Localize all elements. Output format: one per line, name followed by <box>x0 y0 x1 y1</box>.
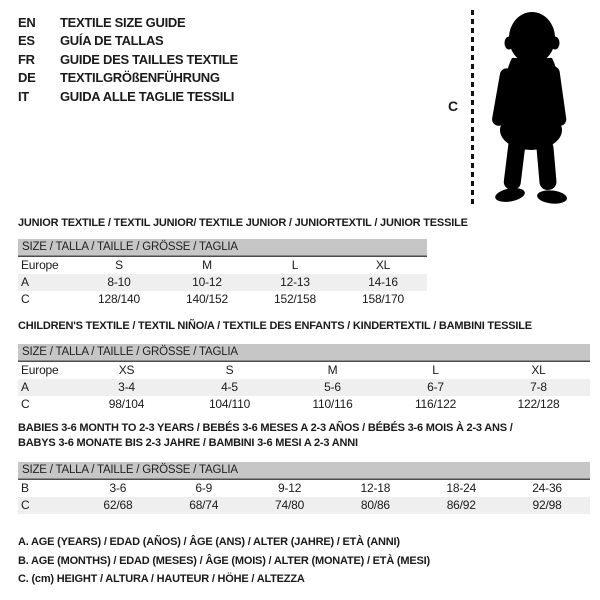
size-cell: 12-13 <box>280 275 310 289</box>
size-cell: M <box>202 258 212 272</box>
table-row <box>18 396 590 413</box>
childrens-section-title: CHILDREN'S TEXTILE / TEXTIL NIÑO/A / TEXTILE DES ENFANTS / KINDERTEXTIL / BAMBINI TESSILE <box>18 320 532 332</box>
babies-section-title <box>18 421 590 451</box>
table-row <box>18 362 590 379</box>
childrens-size-table <box>18 361 590 413</box>
size-cell: 10-12 <box>192 275 222 289</box>
size-cell: 158/170 <box>362 292 404 306</box>
size-cell: 128/140 <box>98 292 140 306</box>
table-row <box>18 274 427 291</box>
size-cell: 14-16 <box>368 275 398 289</box>
size-cell: 18-24 <box>446 481 477 495</box>
lang-row-it <box>18 87 238 106</box>
size-cell: 98/104 <box>108 397 145 411</box>
row-label: Europe <box>21 258 59 272</box>
size-cell: XS <box>118 363 135 377</box>
size-cell: 9-12 <box>277 481 302 495</box>
footnote-c: C. (cm) HEIGHT / ALTURA / HAUTEUR / HÖHE / ALTEZZA <box>18 573 305 585</box>
size-cell: 140/152 <box>186 292 228 306</box>
size-cell: 116/122 <box>414 397 457 411</box>
lang-title: TEXTILE SIZE GUIDE <box>60 14 186 30</box>
size-cell: 12-18 <box>360 481 391 495</box>
lang-title: TEXTILGRÖßENFÜHRUNG <box>60 70 220 86</box>
size-cell: 6-7 <box>427 380 444 394</box>
lang-title: GUIDA ALLE TAGLIE TESSILI <box>60 88 235 104</box>
lang-title: GUIDE DES TAILLES TEXTILE <box>60 51 238 67</box>
footnote-a: A. AGE (YEARS) / EDAD (AÑOS) / ÂGE (ANS) / ALTER (JAHRE) / ETÀ (ANNI) <box>18 536 400 548</box>
size-cell: 8-10 <box>107 275 131 289</box>
lang-code: FR <box>18 51 35 67</box>
babies-title-line1: BABIES 3-6 MONTH TO 2-3 YEARS / BEBÉS 3-6 MESES A 2-3 AÑOS / BÉBÉS 3-6 MOIS À 2-3 ANS / <box>18 422 513 434</box>
row-label: B <box>21 481 29 495</box>
childrens-textile-section <box>18 319 590 413</box>
babies-size-table <box>18 479 590 514</box>
junior-section-title: JUNIOR TEXTILE / TEXTIL JUNIOR/ TEXTILE JUNIOR / JUNIORTEXTIL / JUNIOR TESSILE <box>18 217 468 229</box>
size-cell: XL <box>375 258 391 272</box>
size-cell: 80/86 <box>360 498 390 512</box>
lang-title: GUÍA DE TALLAS <box>60 33 164 49</box>
measure-c-label: C <box>448 98 459 114</box>
lang-code: IT <box>18 88 29 104</box>
size-cell: 122/128 <box>517 397 560 411</box>
size-cell: 86/92 <box>446 498 476 512</box>
size-cell: 110/116 <box>312 397 353 411</box>
babies-title-line2: BABYS 3-6 MONATE BIS 2-3 JAHRE / BAMBINI 3-6 MESI A 2-3 ANNI <box>18 437 358 449</box>
row-label: C <box>21 292 30 306</box>
table-row <box>18 291 427 308</box>
language-title-block <box>18 13 238 106</box>
table-row <box>18 480 590 497</box>
size-cell: L <box>291 258 299 272</box>
size-cell: 152/158 <box>274 292 316 306</box>
lang-code: DE <box>18 70 36 86</box>
row-label: A <box>21 275 29 289</box>
babies-textile-section <box>18 421 590 514</box>
lang-code: EN <box>18 14 36 30</box>
size-cell: 62/68 <box>103 498 133 512</box>
toddler-silhouette <box>484 8 576 208</box>
table-row <box>18 257 427 274</box>
lang-row-de <box>18 69 238 88</box>
size-cell: 3-6 <box>109 481 127 495</box>
size-cell: 5-6 <box>324 380 341 394</box>
row-label: Europe <box>21 363 59 377</box>
size-cell: 7-8 <box>530 380 547 394</box>
size-cell: 68/74 <box>189 498 219 512</box>
lang-row-en <box>18 13 238 32</box>
footnote-b: B. AGE (MONTHS) / EDAD (MESES) / ÂGE (MOIS) / ALTER (MONATE) / ETÀ (MESI) <box>18 554 430 567</box>
size-cell: M <box>327 363 338 377</box>
row-label: A <box>21 380 29 394</box>
size-cell: 74/80 <box>275 498 305 512</box>
size-cell: 6-9 <box>195 481 213 495</box>
lang-row-es <box>18 32 238 51</box>
row-label: C <box>21 397 30 411</box>
lang-code: ES <box>18 33 35 49</box>
size-cell: 104/110 <box>208 397 251 411</box>
lang-row-fr <box>18 50 238 69</box>
junior-textile-section <box>18 216 468 308</box>
junior-size-table <box>18 256 427 308</box>
size-header-bar: SIZE / TALLA / TAILLE / GRÖSSE / TAGLIA <box>18 344 590 361</box>
size-cell: S <box>115 258 123 272</box>
size-cell: L <box>432 363 439 377</box>
size-cell: S <box>225 363 234 377</box>
measurement-footnotes <box>18 533 430 589</box>
table-row <box>18 497 590 514</box>
size-cell: 92/98 <box>532 498 562 512</box>
size-cell: 4-5 <box>221 380 238 394</box>
size-cell: XL <box>531 363 546 377</box>
row-label: C <box>21 498 30 512</box>
size-cell: 24-36 <box>532 481 562 495</box>
size-header-bar: SIZE / TALLA / TAILLE / GRÖSSE / TAGLIA <box>18 239 427 256</box>
size-cell: 3-4 <box>118 380 135 394</box>
size-header-bar: SIZE / TALLA / TAILLE / GRÖSSE / TAGLIA <box>18 462 590 479</box>
table-row <box>18 379 590 396</box>
height-measure-dashed-line <box>471 10 474 206</box>
